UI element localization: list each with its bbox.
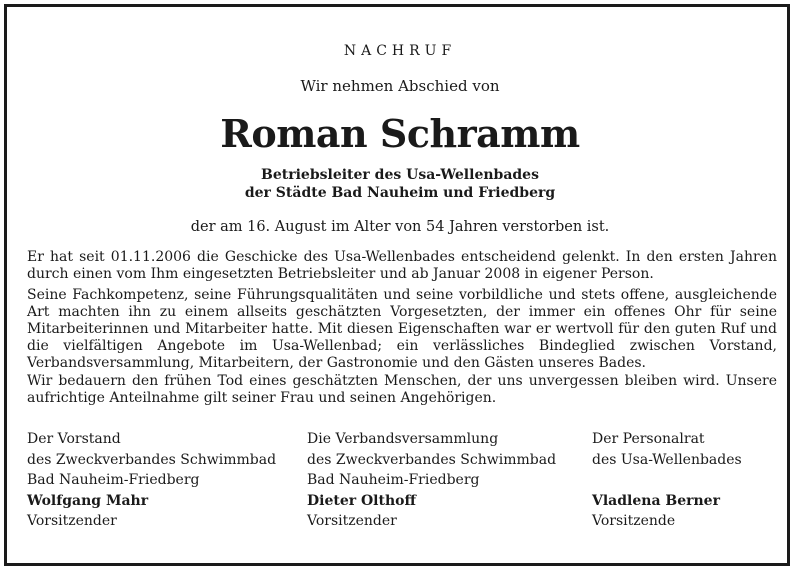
signature-org-line: Der Vorstand	[27, 431, 121, 447]
body-paragraph: Er hat seit 01.11.2006 die Geschicke des Usa-Wellenbades entscheidend gelenkt. In den ersten Jahren durch einen vom Ihm eingesetzten Betriebsleiter und ab Januar 2008 in eigener Person.	[27, 249, 777, 282]
role-line-2: der Städte Bad Nauheim und Friedberg	[244, 185, 556, 201]
signature-title: Vorsitzende	[592, 513, 676, 529]
signature-name: Vladlena Berner	[592, 492, 720, 509]
signature-org-line	[592, 470, 742, 491]
death-line: der am 16. August im Alter von 54 Jahren verstorben ist.	[190, 219, 610, 235]
notice-heading: NACHRUF	[343, 43, 457, 59]
signature-org-line: Bad Nauheim-Friedberg	[27, 472, 200, 488]
signature-title: Vorsitzender	[27, 513, 117, 529]
intro-line: Wir nehmen Abschied von	[300, 77, 500, 95]
role-line-1: Betriebsleiter des Usa-Wellenbades	[261, 167, 539, 183]
obituary-notice	[4, 4, 790, 566]
signature-name: Dieter Olthoff	[307, 492, 416, 509]
signature-org-line: Der Personalrat	[592, 431, 705, 447]
signature-block	[307, 429, 556, 532]
deceased-name: Roman Schramm	[220, 111, 580, 156]
body-paragraph: Wir bedauern den frühen Tod eines geschätzten Menschen, der uns unvergessen bleiben wird. Unsere aufrichtige Anteilnahme gilt seiner Frau und seinen Angehörigen.	[27, 373, 777, 406]
signature-org-line: Die Verbandsversammlung	[307, 431, 499, 447]
signature-name: Wolfgang Mahr	[27, 492, 149, 509]
body-paragraph: Seine Fachkompetenz, seine Führungsqualitäten und seine vorbildliche und stets offene, ausgleichende Art machten ihn zu einem allseits geschätzten Vorgesetzten, der immer ein offenes Ohr für seine Mitarbeiterinnen und Mitarbeiter hatte. Mit diesen Eigenschaften war er wertvoll für den guten Ruf und die vielfältigen Angebote im Usa-Wellenbad; ein verlässliches Bindeglied zwischen Vorstand, Verbandsversammlung, Mitarbeitern, der Gastronomie und den Gästen unseres Bades.	[27, 287, 777, 371]
signature-block	[592, 429, 742, 532]
signature-block	[27, 429, 276, 532]
signature-org-line: des Zweckverbandes Schwimmbad	[307, 451, 557, 468]
signature-org-line: des Zweckverbandes Schwimmbad	[27, 451, 277, 468]
signature-org-line: des Usa-Wellenbades	[592, 451, 742, 468]
signature-title: Vorsitzender	[307, 513, 397, 529]
signature-org-line: Bad Nauheim-Friedberg	[307, 472, 480, 488]
